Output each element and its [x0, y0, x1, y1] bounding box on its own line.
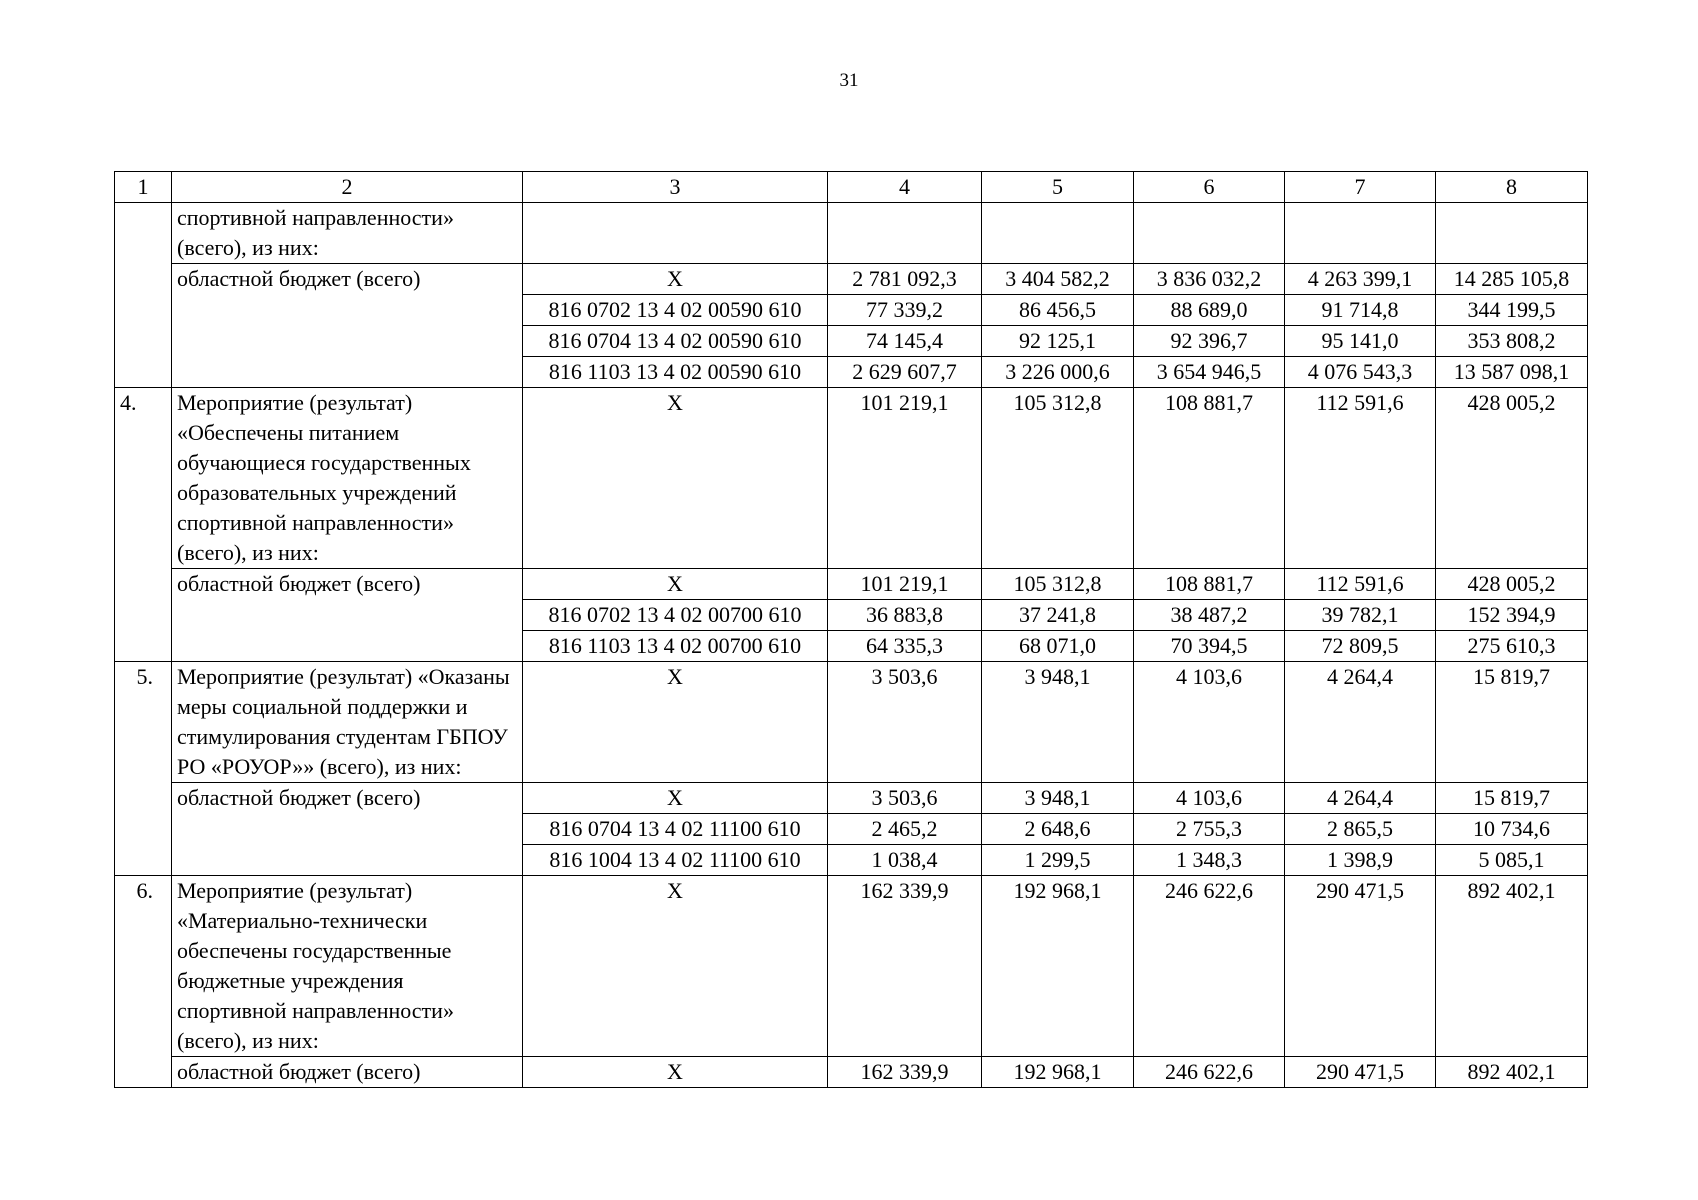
value-cell: 353 808,2: [1436, 326, 1588, 357]
value-cell: 36 883,8: [828, 600, 982, 631]
value-cell: 4 264,4: [1285, 783, 1436, 814]
code-cell: 816 1004 13 4 02 11100 610: [523, 845, 828, 876]
index-cell: 6.: [115, 876, 172, 1088]
value-cell: 72 809,5: [1285, 631, 1436, 662]
header-cell: 2: [172, 172, 523, 203]
value-cell: 77 339,2: [828, 295, 982, 326]
value-cell: 428 005,2: [1436, 388, 1588, 569]
code-cell: Х: [523, 783, 828, 814]
value-cell: 2 465,2: [828, 814, 982, 845]
value-cell: [1285, 203, 1436, 264]
value-cell: 74 145,4: [828, 326, 982, 357]
value-cell: 290 471,5: [1285, 876, 1436, 1057]
index-cell: [115, 203, 172, 388]
budget-label: областной бюджет (всего): [172, 783, 523, 876]
header-row: [115, 172, 1588, 203]
value-cell: 88 689,0: [1134, 295, 1285, 326]
value-cell: 5 085,1: [1436, 845, 1588, 876]
value-cell: 4 264,4: [1285, 662, 1436, 783]
activity-name: Мероприятие (результат) «Обеспечены питанием обучающиеся государственных образовательных учреждений спортивной направленности» (всего), из них:: [172, 388, 523, 569]
value-cell: 86 456,5: [982, 295, 1134, 326]
value-cell: 1 348,3: [1134, 845, 1285, 876]
table-row: [115, 203, 1588, 264]
value-cell: 3 948,1: [982, 662, 1134, 783]
value-cell: 105 312,8: [982, 388, 1134, 569]
index-cell: 4.: [115, 388, 172, 662]
value-cell: 2 781 092,3: [828, 264, 982, 295]
value-cell: 95 141,0: [1285, 326, 1436, 357]
value-cell: 162 339,9: [828, 1057, 982, 1088]
value-cell: 4 103,6: [1134, 783, 1285, 814]
value-cell: 1 038,4: [828, 845, 982, 876]
code-cell: Х: [523, 264, 828, 295]
value-cell: 892 402,1: [1436, 1057, 1588, 1088]
activity-name: спортивной направленности» (всего), из них:: [172, 203, 523, 264]
value-cell: 15 819,7: [1436, 783, 1588, 814]
table-row: [115, 569, 1588, 600]
code-cell: Х: [523, 569, 828, 600]
activity-name: Мероприятие (результат) «Материально-технически обеспечены государственные бюджетные учреждения спортивной направленности» (всего), из них:: [172, 876, 523, 1057]
value-cell: 152 394,9: [1436, 600, 1588, 631]
code-cell: Х: [523, 388, 828, 569]
value-cell: 91 714,8: [1285, 295, 1436, 326]
value-cell: 101 219,1: [828, 569, 982, 600]
value-cell: 3 654 946,5: [1134, 357, 1285, 388]
code-cell: [523, 203, 828, 264]
header-cell: 8: [1436, 172, 1588, 203]
table-row: [115, 388, 1588, 569]
value-cell: 275 610,3: [1436, 631, 1588, 662]
code-cell: Х: [523, 876, 828, 1057]
page-number: 31: [839, 70, 859, 91]
value-cell: 10 734,6: [1436, 814, 1588, 845]
value-cell: 1 398,9: [1285, 845, 1436, 876]
budget-label: областной бюджет (всего): [172, 1057, 523, 1088]
value-cell: 3 226 000,6: [982, 357, 1134, 388]
value-cell: 2 755,3: [1134, 814, 1285, 845]
value-cell: 14 285 105,8: [1436, 264, 1588, 295]
value-cell: 92 396,7: [1134, 326, 1285, 357]
value-cell: 290 471,5: [1285, 1057, 1436, 1088]
value-cell: 38 487,2: [1134, 600, 1285, 631]
value-cell: 37 241,8: [982, 600, 1134, 631]
value-cell: 428 005,2: [1436, 569, 1588, 600]
value-cell: 2 648,6: [982, 814, 1134, 845]
value-cell: 892 402,1: [1436, 876, 1588, 1057]
value-cell: 192 968,1: [982, 1057, 1134, 1088]
code-cell: 816 1103 13 4 02 00590 610: [523, 357, 828, 388]
value-cell: 192 968,1: [982, 876, 1134, 1057]
value-cell: 39 782,1: [1285, 600, 1436, 631]
value-cell: [828, 203, 982, 264]
header-cell: 7: [1285, 172, 1436, 203]
code-cell: 816 0702 13 4 02 00700 610: [523, 600, 828, 631]
value-cell: 2 865,5: [1285, 814, 1436, 845]
budget-label: областной бюджет (всего): [172, 264, 523, 388]
index-cell: 5.: [115, 662, 172, 876]
value-cell: 4 103,6: [1134, 662, 1285, 783]
value-cell: 92 125,1: [982, 326, 1134, 357]
table-row: [115, 783, 1588, 814]
table-row: [115, 662, 1588, 783]
value-cell: [1436, 203, 1588, 264]
value-cell: 3 503,6: [828, 783, 982, 814]
value-cell: 13 587 098,1: [1436, 357, 1588, 388]
value-cell: 112 591,6: [1285, 569, 1436, 600]
value-cell: 68 071,0: [982, 631, 1134, 662]
header-cell: 4: [828, 172, 982, 203]
value-cell: 70 394,5: [1134, 631, 1285, 662]
value-cell: 108 881,7: [1134, 569, 1285, 600]
value-cell: 64 335,3: [828, 631, 982, 662]
budget-table: [114, 171, 1588, 1088]
table-row: [115, 264, 1588, 295]
code-cell: 816 1103 13 4 02 00700 610: [523, 631, 828, 662]
header-cell: 1: [115, 172, 172, 203]
value-cell: 108 881,7: [1134, 388, 1285, 569]
code-cell: 816 0702 13 4 02 00590 610: [523, 295, 828, 326]
value-cell: 246 622,6: [1134, 876, 1285, 1057]
value-cell: 3 836 032,2: [1134, 264, 1285, 295]
table-row: [115, 1057, 1588, 1088]
value-cell: 344 199,5: [1436, 295, 1588, 326]
code-cell: 816 0704 13 4 02 11100 610: [523, 814, 828, 845]
value-cell: 246 622,6: [1134, 1057, 1285, 1088]
value-cell: 15 819,7: [1436, 662, 1588, 783]
code-cell: Х: [523, 662, 828, 783]
budget-label: областной бюджет (всего): [172, 569, 523, 662]
value-cell: [1134, 203, 1285, 264]
activity-name: Мероприятие (результат) «Оказаны меры социальной поддержки и стимулирования студентам ГБПОУ РО «РОУОР»» (всего), из них:: [172, 662, 523, 783]
value-cell: 105 312,8: [982, 569, 1134, 600]
value-cell: 2 629 607,7: [828, 357, 982, 388]
table-row: [115, 876, 1588, 1057]
code-cell: 816 0704 13 4 02 00590 610: [523, 326, 828, 357]
header-cell: 3: [523, 172, 828, 203]
value-cell: 3 404 582,2: [982, 264, 1134, 295]
value-cell: 3 503,6: [828, 662, 982, 783]
code-cell: Х: [523, 1057, 828, 1088]
value-cell: 3 948,1: [982, 783, 1134, 814]
header-cell: 6: [1134, 172, 1285, 203]
header-cell: 5: [982, 172, 1134, 203]
value-cell: 162 339,9: [828, 876, 982, 1057]
value-cell: 4 263 399,1: [1285, 264, 1436, 295]
value-cell: [982, 203, 1134, 264]
value-cell: 4 076 543,3: [1285, 357, 1436, 388]
value-cell: 101 219,1: [828, 388, 982, 569]
value-cell: 1 299,5: [982, 845, 1134, 876]
value-cell: 112 591,6: [1285, 388, 1436, 569]
